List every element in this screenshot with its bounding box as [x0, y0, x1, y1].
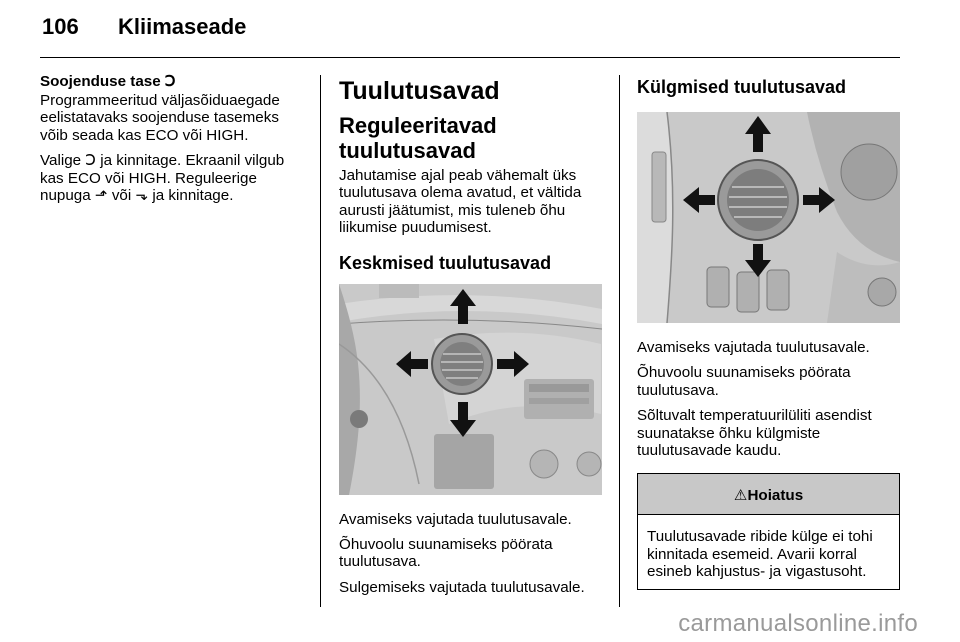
page-number: 106	[42, 14, 79, 39]
column-divider-2	[619, 75, 620, 607]
center-vents-heading: Keskmised tuulutusavad	[339, 252, 552, 273]
warning-icon: ⚠	[733, 487, 748, 505]
vents-intro: Jahutamise ajal peab vähemalt üks tuulutusava olema avatud, et vältida aurusti jäätumist, mis tuleneb õhu liikumise puudumisest.	[339, 167, 582, 237]
page-header	[42, 14, 246, 40]
center-close-text: Sulgemiseks vajutada tuulutusavale.	[339, 578, 585, 596]
side-direct-text: Õhuvoolu suunamiseks pöörata tuulutusava.	[637, 364, 851, 399]
header-rule	[40, 57, 900, 58]
side-temperature-text: Sõltuvalt temperatuurilüliti asendist suunatakse õhku külgmiste tuulutusavade kaudu.	[637, 407, 872, 460]
chapter-title: Kliimaseade	[118, 14, 247, 39]
section-title: Tuulutusavad	[339, 77, 500, 105]
warning-body	[638, 515, 899, 588]
warning-box	[637, 473, 900, 589]
column-3	[637, 72, 900, 590]
side-vent-illustration	[637, 112, 900, 323]
side-vents-heading: Külgmised tuulutusavad	[637, 77, 847, 97]
center-vent-drawing	[339, 284, 602, 495]
column-2	[339, 72, 604, 604]
side-open-text: Avamiseks vajutada tuulutusavale.	[637, 339, 870, 356]
center-vent-illustration	[339, 284, 602, 495]
center-open-text: Avamiseks vajutada tuulutusavale.	[339, 510, 572, 528]
column-1	[40, 72, 305, 212]
center-direct-text: Õhuvoolu suunamiseks pöörata tuulutusava.	[339, 536, 553, 571]
column-divider-1	[320, 75, 321, 607]
warning-text: Tuulutusavade ribide külge ei tohi kinnitada esemeid. Avarii korral esineb kahjustus- ja vigastusoht.	[647, 528, 873, 581]
heating-level-para-2: Valige Ↄ ja kinnitage. Ekraanil vilgub kas ECO või HIGH. Reguleerige nupuga ⬏ või ⬎ ja kinnitage.	[40, 152, 285, 205]
warning-header	[638, 474, 899, 515]
watermark: carmanualsonline.info	[678, 610, 918, 637]
subsection-title: Reguleeritavad tuulutusavad	[339, 113, 497, 163]
heating-level-subheading: Soojenduse tase Ↄ	[40, 73, 176, 90]
heating-level-para-1: Programmeeritud väljasõiduaegade eelistatavaks soojenduse tasemeks võib seada kas ECO või HIGH.	[40, 92, 280, 144]
warning-title: Hoiatus	[747, 487, 804, 505]
side-vent-drawing	[637, 112, 900, 323]
